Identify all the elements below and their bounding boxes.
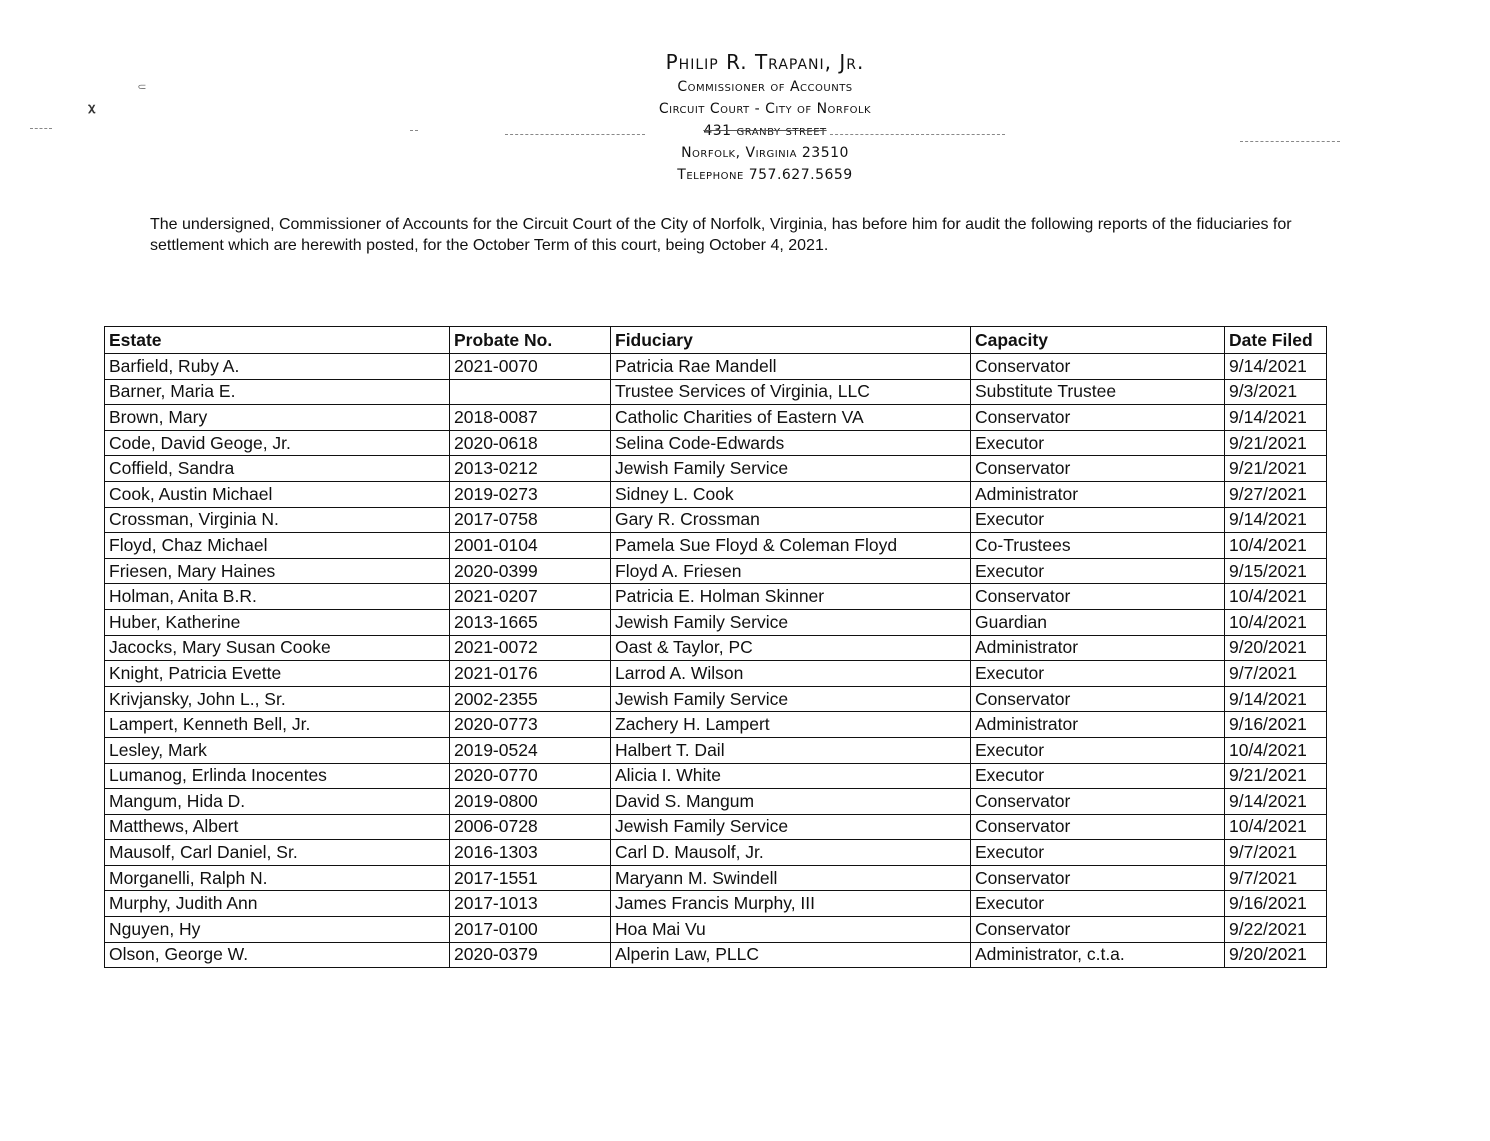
table-row (105, 635, 1327, 661)
cell-capacity: Executor (971, 891, 1225, 917)
cell-estate: Lumanog, Erlinda Inocentes (105, 763, 450, 789)
cell-date-filed: 9/16/2021 (1225, 891, 1327, 917)
cell-capacity: Administrator, c.t.a. (971, 942, 1225, 968)
cell-date-filed: 9/7/2021 (1225, 840, 1327, 866)
scan-speck: 𝛘 (88, 100, 96, 114)
cell-estate: Barfield, Ruby A. (105, 354, 450, 380)
cell-probate-no: 2020-0379 (450, 942, 611, 968)
header-fiduciary: Fiduciary (611, 327, 971, 354)
cell-fiduciary: Maryann M. Swindell (611, 865, 971, 891)
cell-capacity: Substitute Trustee (971, 379, 1225, 405)
letterhead (0, 48, 1490, 186)
cell-fiduciary: Alicia I. White (611, 763, 971, 789)
cell-capacity: Executor (971, 737, 1225, 763)
cell-capacity: Conservator (971, 456, 1225, 482)
cell-probate-no (450, 379, 611, 405)
cell-capacity: Co-Trustees (971, 533, 1225, 559)
cell-probate-no: 2016-1303 (450, 840, 611, 866)
cell-date-filed: 9/16/2021 (1225, 712, 1327, 738)
cell-probate-no: 2019-0524 (450, 737, 611, 763)
table-header-row (105, 327, 1327, 354)
cell-probate-no: 2018-0087 (450, 405, 611, 431)
cell-probate-no: 2017-0100 (450, 917, 611, 943)
letterhead-title: Commissioner of Accounts (677, 79, 853, 95)
cell-capacity: Conservator (971, 354, 1225, 380)
cell-capacity: Conservator (971, 814, 1225, 840)
cell-date-filed: 10/4/2021 (1225, 737, 1327, 763)
cell-date-filed: 10/4/2021 (1225, 533, 1327, 559)
cell-fiduciary: Carl D. Mausolf, Jr. (611, 840, 971, 866)
cell-estate: Olson, George W. (105, 942, 450, 968)
cell-capacity: Conservator (971, 405, 1225, 431)
letterhead-name: Philip R. Trapani, Jr. (665, 50, 865, 74)
cell-fiduciary: Gary R. Crossman (611, 507, 971, 533)
cell-capacity: Executor (971, 430, 1225, 456)
cell-probate-no: 2017-1013 (450, 891, 611, 917)
cell-fiduciary: Hoa Mai Vu (611, 917, 971, 943)
header-capacity: Capacity (971, 327, 1225, 354)
cell-capacity: Executor (971, 763, 1225, 789)
cell-date-filed: 9/7/2021 (1225, 661, 1327, 687)
cell-date-filed: 10/4/2021 (1225, 584, 1327, 610)
table-row (105, 840, 1327, 866)
letterhead-city: Norfolk, Virginia 23510 (681, 145, 849, 161)
table-row (105, 661, 1327, 687)
table-row (105, 609, 1327, 635)
cell-estate: Friesen, Mary Haines (105, 558, 450, 584)
cell-fiduciary: Oast & Taylor, PC (611, 635, 971, 661)
cell-estate: Krivjansky, John L., Sr. (105, 686, 450, 712)
cell-estate: Holman, Anita B.R. (105, 584, 450, 610)
cell-probate-no: 2021-0207 (450, 584, 611, 610)
table-row (105, 481, 1327, 507)
table-row (105, 789, 1327, 815)
cell-estate: Murphy, Judith Ann (105, 891, 450, 917)
cell-estate: Mausolf, Carl Daniel, Sr. (105, 840, 450, 866)
cell-fiduciary: Jewish Family Service (611, 609, 971, 635)
estates-table (104, 326, 1327, 968)
cell-fiduciary: Pamela Sue Floyd & Coleman Floyd (611, 533, 971, 559)
cell-estate: Cook, Austin Michael (105, 481, 450, 507)
cell-capacity: Executor (971, 507, 1225, 533)
cell-fiduciary: Patricia E. Holman Skinner (611, 584, 971, 610)
cell-estate: Crossman, Virginia N. (105, 507, 450, 533)
cell-fiduciary: Selina Code-Edwards (611, 430, 971, 456)
cell-fiduciary: Larrod A. Wilson (611, 661, 971, 687)
cell-estate: Lampert, Kenneth Bell, Jr. (105, 712, 450, 738)
cell-estate: Code, David Geoge, Jr. (105, 430, 450, 456)
cell-estate: Matthews, Albert (105, 814, 450, 840)
header-date-filed: Date Filed (1225, 327, 1327, 354)
cell-probate-no: 2017-0758 (450, 507, 611, 533)
cell-fiduciary: Trustee Services of Virginia, LLC (611, 379, 971, 405)
table-row (105, 379, 1327, 405)
cell-probate-no: 2002-2355 (450, 686, 611, 712)
intro-paragraph: The undersigned, Commissioner of Accounts for the Circuit Court of the City of Norfolk, Virginia, has before him for audit the following reports of the fiduciaries for settlement which are herewith posted, for the October Term of this court, being October 4, 2021. (150, 216, 1292, 254)
estates-table-body (105, 354, 1327, 968)
cell-probate-no: 2013-0212 (450, 456, 611, 482)
cell-capacity: Conservator (971, 686, 1225, 712)
table-row (105, 456, 1327, 482)
letterhead-street: 431 granby street (703, 123, 827, 139)
cell-probate-no: 2020-0770 (450, 763, 611, 789)
header-probate-no: Probate No. (450, 327, 611, 354)
cell-date-filed: 9/3/2021 (1225, 379, 1327, 405)
cell-probate-no: 2021-0072 (450, 635, 611, 661)
table-row (105, 814, 1327, 840)
cell-estate: Knight, Patricia Evette (105, 661, 450, 687)
cell-estate: Brown, Mary (105, 405, 450, 431)
cell-capacity: Conservator (971, 917, 1225, 943)
cell-probate-no: 2006-0728 (450, 814, 611, 840)
cell-date-filed: 9/14/2021 (1225, 507, 1327, 533)
cell-probate-no: 2001-0104 (450, 533, 611, 559)
cell-fiduciary: David S. Mangum (611, 789, 971, 815)
table-row (105, 917, 1327, 943)
cell-capacity: Conservator (971, 584, 1225, 610)
table-row (105, 354, 1327, 380)
letterhead-telephone: Telephone 757.627.5659 (677, 167, 853, 183)
cell-date-filed: 9/20/2021 (1225, 635, 1327, 661)
cell-estate: Nguyen, Hy (105, 917, 450, 943)
cell-probate-no: 2021-0070 (450, 354, 611, 380)
cell-probate-no: 2017-1551 (450, 865, 611, 891)
letterhead-court: Circuit Court - City of Norfolk (658, 101, 872, 117)
cell-date-filed: 9/14/2021 (1225, 686, 1327, 712)
header-estate: Estate (105, 327, 450, 354)
cell-estate: Barner, Maria E. (105, 379, 450, 405)
cell-estate: Floyd, Chaz Michael (105, 533, 450, 559)
cell-date-filed: 9/27/2021 (1225, 481, 1327, 507)
table-row (105, 533, 1327, 559)
cell-estate: Lesley, Mark (105, 737, 450, 763)
cell-date-filed: 9/7/2021 (1225, 865, 1327, 891)
cell-date-filed: 9/14/2021 (1225, 405, 1327, 431)
table-row (105, 737, 1327, 763)
cell-capacity: Guardian (971, 609, 1225, 635)
cell-capacity: Executor (971, 558, 1225, 584)
table-row (105, 942, 1327, 968)
cell-date-filed: 10/4/2021 (1225, 609, 1327, 635)
cell-fiduciary: Catholic Charities of Eastern VA (611, 405, 971, 431)
cell-probate-no: 2019-0273 (450, 481, 611, 507)
cell-date-filed: 9/21/2021 (1225, 430, 1327, 456)
cell-estate: Huber, Katherine (105, 609, 450, 635)
cell-estate: Coffield, Sandra (105, 456, 450, 482)
table-row (105, 507, 1327, 533)
cell-capacity: Conservator (971, 865, 1225, 891)
cell-date-filed: 9/22/2021 (1225, 917, 1327, 943)
table-row (105, 865, 1327, 891)
cell-estate: Jacocks, Mary Susan Cooke (105, 635, 450, 661)
table-row (105, 686, 1327, 712)
table-row (105, 584, 1327, 610)
cell-date-filed: 9/21/2021 (1225, 763, 1327, 789)
table-row (105, 430, 1327, 456)
cell-probate-no: 2020-0618 (450, 430, 611, 456)
cell-fiduciary: James Francis Murphy, III (611, 891, 971, 917)
table-row (105, 712, 1327, 738)
scan-speck: ⸦ (136, 80, 149, 94)
cell-fiduciary: Patricia Rae Mandell (611, 354, 971, 380)
cell-date-filed: 10/4/2021 (1225, 814, 1327, 840)
cell-probate-no: 2020-0773 (450, 712, 611, 738)
cell-probate-no: 2021-0176 (450, 661, 611, 687)
table-row (105, 891, 1327, 917)
table-row (105, 558, 1327, 584)
cell-capacity: Executor (971, 840, 1225, 866)
cell-capacity: Administrator (971, 635, 1225, 661)
cell-date-filed: 9/21/2021 (1225, 456, 1327, 482)
cell-fiduciary: Jewish Family Service (611, 686, 971, 712)
cell-date-filed: 9/14/2021 (1225, 354, 1327, 380)
cell-probate-no: 2020-0399 (450, 558, 611, 584)
cell-capacity: Administrator (971, 712, 1225, 738)
cell-capacity: Conservator (971, 789, 1225, 815)
cell-probate-no: 2019-0800 (450, 789, 611, 815)
cell-date-filed: 9/14/2021 (1225, 789, 1327, 815)
cell-fiduciary: Sidney L. Cook (611, 481, 971, 507)
cell-date-filed: 9/15/2021 (1225, 558, 1327, 584)
cell-estate: Mangum, Hida D. (105, 789, 450, 815)
table-row (105, 405, 1327, 431)
cell-capacity: Administrator (971, 481, 1225, 507)
cell-probate-no: 2013-1665 (450, 609, 611, 635)
cell-fiduciary: Zachery H. Lampert (611, 712, 971, 738)
cell-fiduciary: Floyd A. Friesen (611, 558, 971, 584)
cell-fiduciary: Jewish Family Service (611, 456, 971, 482)
cell-capacity: Executor (971, 661, 1225, 687)
cell-fiduciary: Halbert T. Dail (611, 737, 971, 763)
cell-fiduciary: Alperin Law, PLLC (611, 942, 971, 968)
cell-fiduciary: Jewish Family Service (611, 814, 971, 840)
table-row (105, 763, 1327, 789)
cell-estate: Morganelli, Ralph N. (105, 865, 450, 891)
cell-date-filed: 9/20/2021 (1225, 942, 1327, 968)
